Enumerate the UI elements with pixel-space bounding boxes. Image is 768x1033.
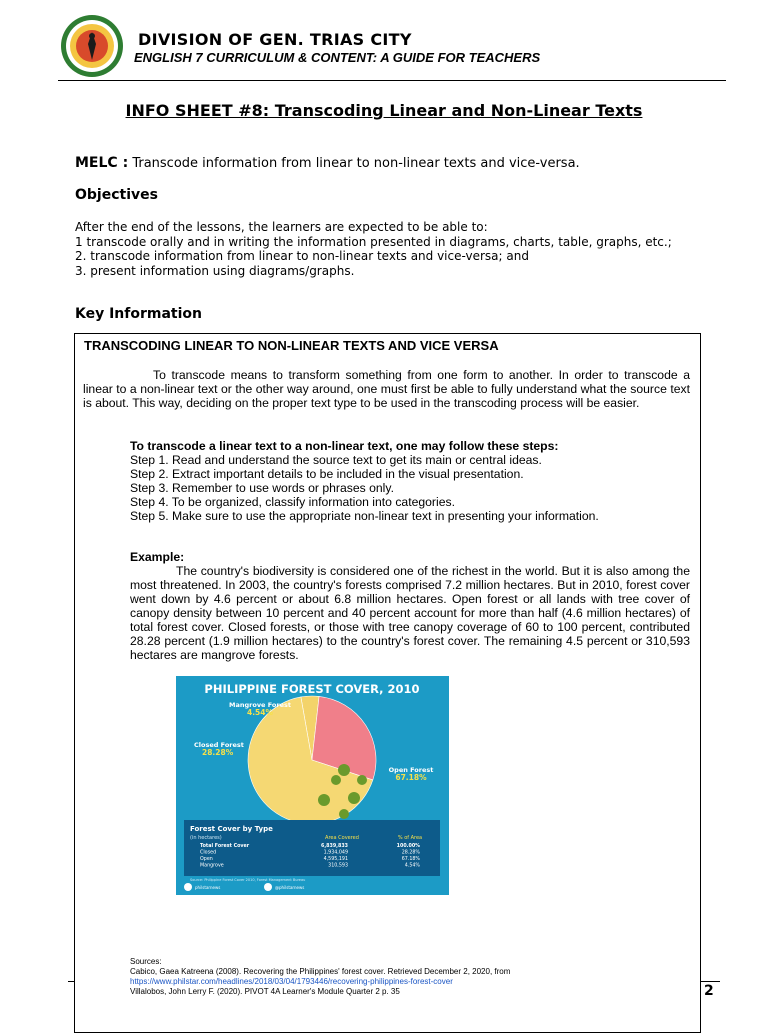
table-cell-type: Closed bbox=[200, 850, 217, 856]
division-name: DIVISION OF GEN. TRIAS CITY bbox=[138, 30, 412, 49]
intro-paragraph: To transcode means to transform something from one form to another. In order to transcode a linear to a non-linear text or the other way around, one must first be able to fully understand what the source text is about. This way, deciding on the proper text type to be used in the transcoding process will be easier. bbox=[83, 368, 690, 410]
objectives-heading: Objectives bbox=[75, 187, 158, 203]
sources bbox=[130, 957, 700, 997]
page-title: INFO SHEET #8: Transcoding Linear and Non-Linear Texts bbox=[125, 101, 643, 120]
melc-line bbox=[75, 155, 580, 171]
table-cell-pct: 28.28% bbox=[401, 850, 420, 856]
mangrove-value: 4.54% bbox=[246, 708, 274, 717]
table-cell-area: 6,839,833 bbox=[320, 844, 348, 849]
footer-divider bbox=[700, 981, 720, 982]
step-item: Step 3. Remember to use words or phrases only. bbox=[130, 481, 394, 495]
table-cell-type: Mangrove bbox=[200, 863, 224, 869]
objectives-list bbox=[75, 220, 713, 278]
objective-item: 2. transcode information from linear to non-linear texts and vice-versa; and bbox=[75, 249, 529, 263]
melc-text: Transcode information from linear to non-linear texts and vice-versa. bbox=[132, 156, 580, 171]
source-link[interactable]: https://www.philstar.com/headlines/2018/03/04/1793446/recovering-philippines-forest-cover bbox=[130, 977, 453, 986]
citation: Cabico, Gaea Katreena (2008). Recovering the Philippines' forest cover. Retrieved December 2, 2020, from bbox=[130, 967, 511, 976]
open-label: Open Forest bbox=[388, 766, 434, 774]
table-source: Source: Philippine Forest Cover 2010, Forest Management Bureau bbox=[190, 878, 306, 882]
table-cell-pct: 67.18% bbox=[401, 857, 420, 862]
open-value: 67.18% bbox=[395, 773, 427, 782]
page-number: 2 bbox=[704, 983, 714, 999]
objective-item: 3. present information using diagrams/graphs. bbox=[75, 263, 355, 278]
table-title: Forest Cover by Type bbox=[190, 825, 273, 833]
key-information-heading: Key Information bbox=[75, 306, 202, 322]
steps-title: To transcode a linear text to a non-linear text, one may follow these steps: bbox=[130, 439, 559, 453]
table-cell-pct: 100.00% bbox=[396, 844, 420, 849]
objectives-intro: After the end of the lessons, the learners are expected to be able to: bbox=[75, 220, 488, 234]
table-unit: (in hectares) bbox=[190, 835, 222, 841]
chart-title: PHILIPPINE FOREST COVER, 2010 bbox=[204, 682, 420, 696]
table-cell-area: 310,593 bbox=[328, 863, 348, 869]
table-cell-type: Total Forest Cover bbox=[200, 844, 250, 849]
table-cell-pct: 4.54% bbox=[404, 863, 420, 869]
footer-divider bbox=[68, 981, 74, 982]
curriculum-subtitle: ENGLISH 7 CURRICULUM & CONTENT: A GUIDE FOR TEACHERS bbox=[134, 50, 541, 65]
citation: Villalobos, John Lerry F. (2020). PIVOT 4A Learner's Module Quarter 2 p. 35 bbox=[130, 987, 400, 996]
objective-item: 1 transcode orally and in writing the information presented in diagrams, charts, table, graphs, etc.; bbox=[75, 234, 672, 249]
sources-label: Sources: bbox=[130, 957, 162, 966]
step-item: Step 1. Read and understand the source text to get its main or central ideas. bbox=[130, 453, 542, 467]
table-cell-area: 4,595,191 bbox=[323, 857, 348, 862]
twitter-icon bbox=[264, 883, 272, 891]
mangrove-label: Mangrove Forest bbox=[229, 701, 291, 709]
closed-label: Closed Forest bbox=[194, 741, 244, 749]
melc-label: MELC : bbox=[75, 155, 129, 171]
division-seal-logo bbox=[60, 14, 124, 78]
table-cell-type: Open bbox=[200, 857, 213, 862]
social-facebook-handle: philstarnews bbox=[195, 885, 221, 890]
table-header-pct: % of Area bbox=[397, 835, 423, 841]
header-divider bbox=[58, 80, 726, 81]
closed-value: 28.28% bbox=[202, 748, 234, 757]
example-paragraph: The country's biodiversity is considered one of the richest in the world. But it is also among the most threatened. In 2003, the country's forests comprised 7.2 million hectares. But in 2010, forest cover went down by 4.6 percent or about 6.8 million hectares. Open forest or all lands with tree cover of canopy density between 10 percent and 40 percent account for more than half (4.6 million hectares) of total forest cover. Closed forests, or those with tree canopy coverage of 60 to 100 percent, contributed 28.28 percent (1.9 million hectares) to the country's forest cover. The remaining 4.5 percent or 310,593 hectares are mangrove forests. bbox=[130, 564, 690, 662]
table-cell-area: 1,934,049 bbox=[323, 850, 348, 856]
box-title: TRANSCODING LINEAR TO NON-LINEAR TEXTS AND VICE VERSA bbox=[84, 338, 499, 353]
forest-cover-infographic bbox=[176, 676, 449, 895]
steps-list bbox=[130, 453, 599, 523]
table-header-area: Area Covered bbox=[325, 835, 359, 841]
step-item: Step 5. Make sure to use the appropriate non-linear text in presenting your information. bbox=[130, 509, 599, 523]
step-item: Step 4. To be organized, classify information into categories. bbox=[130, 495, 455, 509]
facebook-icon bbox=[184, 883, 192, 891]
step-item: Step 2. Extract important details to be included in the visual presentation. bbox=[130, 467, 524, 481]
example-label: Example: bbox=[130, 550, 185, 564]
social-twitter-handle: @philstarnews bbox=[275, 885, 305, 890]
